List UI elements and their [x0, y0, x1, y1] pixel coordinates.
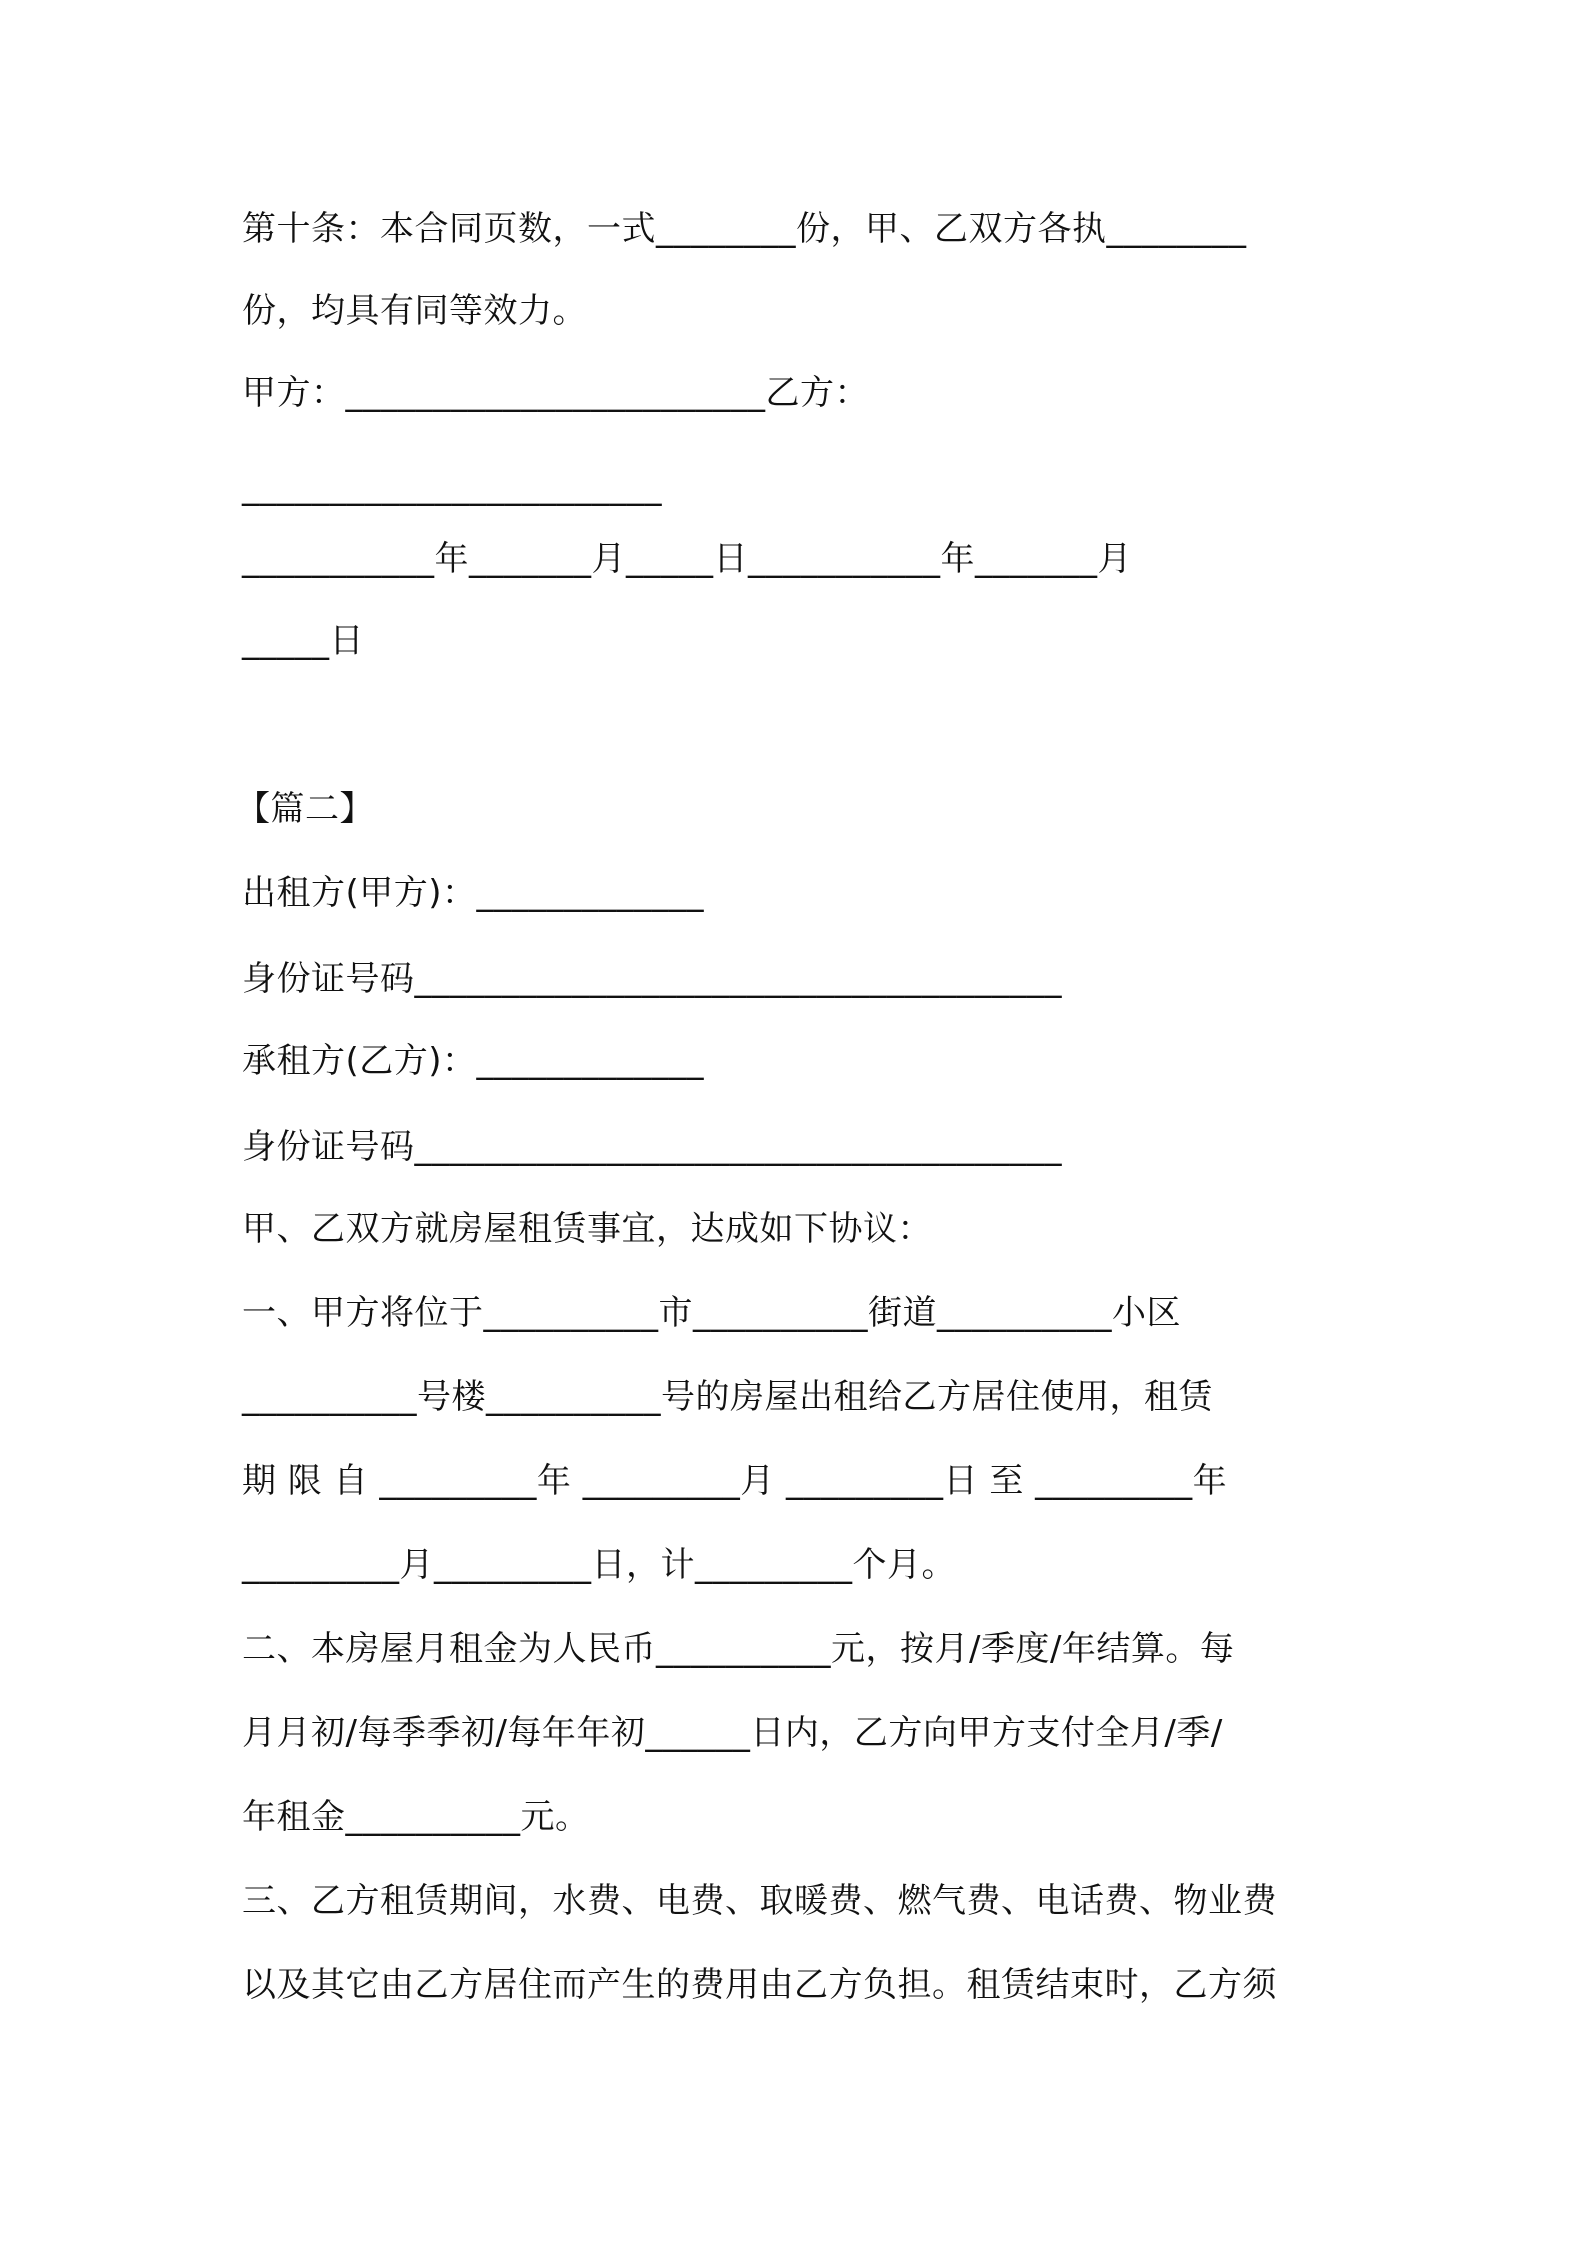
clause-one-line-4: _________月_________日，计_________个月。 [242, 1545, 956, 1585]
article-ten-line-1: 第十条：本合同页数，一式________份，甲、乙双方各执________ [242, 209, 1247, 249]
agreement-intro: 甲、乙双方就房屋租赁事宜，达成如下协议： [242, 1209, 932, 1249]
lessor-line: 出租方(甲方)：_____________ [242, 873, 705, 913]
lessee-line: 承租方(乙方)：_____________ [242, 1041, 705, 1081]
clause-two-line-3: 年租金__________元。 [242, 1797, 590, 1837]
party-signature-line: 甲方：________________________乙方： [242, 373, 869, 413]
signing-date-line: ___________年_______月_____日___________年_______月 [242, 539, 1132, 579]
clause-one-line-1: 一、甲方将位于__________市__________街道__________小区 [242, 1293, 1181, 1333]
lessor-id-line: 身份证号码_____________________________________ [242, 959, 1062, 999]
article-ten-line-2: 份，均具有同等效力。 [242, 291, 587, 331]
clause-two-line-1: 二、本房屋月租金为人民币__________元，按月/季度/年结算。每 [242, 1629, 1235, 1669]
clause-one-line-2: __________号楼__________号的房屋出租给乙方居住使用，租赁 [242, 1377, 1213, 1417]
clause-one-line-3: 期 限 自 _________年 _________月 _________日 至 _________年 [242, 1461, 1228, 1501]
clause-two-line-2: 月月初/每季季初/每年年初______日内，乙方向甲方支付全月/季/ [242, 1713, 1223, 1753]
lessee-id-line: 身份证号码_____________________________________ [242, 1127, 1062, 1167]
party-b-signature-blank: ________________________ [242, 467, 662, 507]
signing-date-line-2: _____日 [242, 621, 364, 661]
section-title: 【篇二】 [236, 789, 374, 829]
clause-three-line-1: 三、乙方租赁期间，水费、电费、取暖费、燃气费、电话费、物业费 [242, 1881, 1277, 1921]
clause-three-line-2: 以及其它由乙方居住而产生的费用由乙方负担。租赁结束时，乙方须 [242, 1965, 1277, 2005]
